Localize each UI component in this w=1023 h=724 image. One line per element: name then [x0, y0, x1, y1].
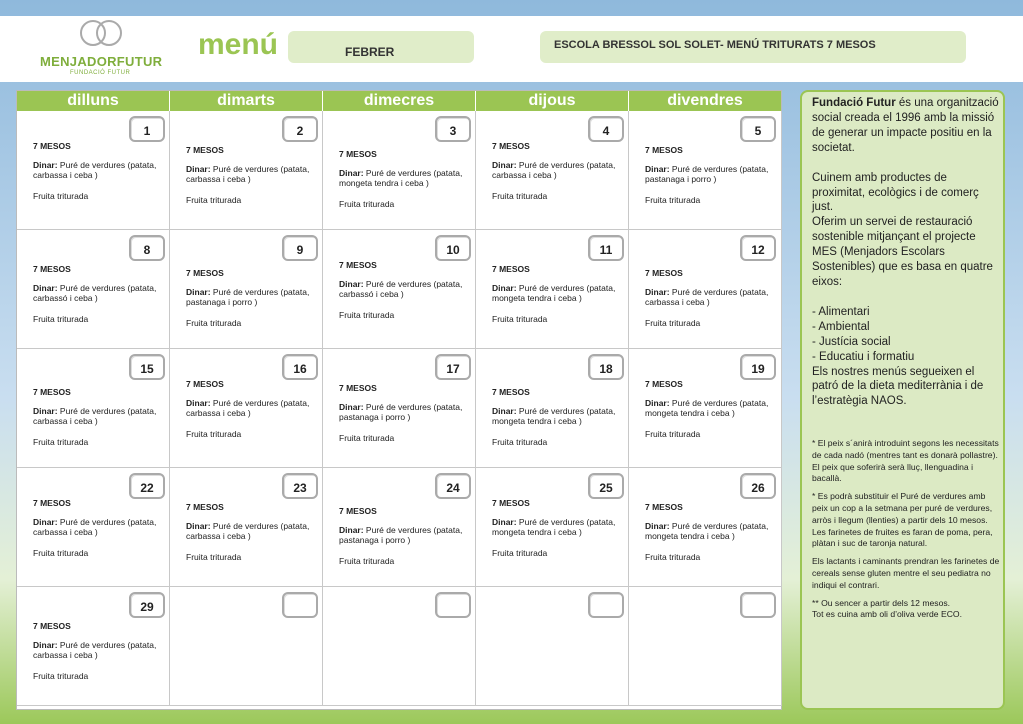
dessert-text: Fruita triturada [186, 428, 242, 439]
school-label: ESCOLA BRESSOL SOL SOLET- MENÚ TRITURATS 7 MESOS [554, 39, 876, 51]
menu-entry [33, 621, 173, 681]
day-header-tuesday: dimarts [170, 91, 322, 111]
day-cell [17, 230, 170, 349]
note-egg: ** Ou sencer a partir dels 12 mesos. [812, 597, 951, 608]
menu-entry [33, 498, 173, 558]
month-label: FEBRER [345, 45, 395, 59]
dish-text: Puré de verdures (patata, carbassa i ceba ) [492, 159, 616, 180]
dessert-text: Fruita triturada [645, 317, 701, 328]
axis-item: - Justícia social [812, 335, 891, 348]
dessert-text: Fruita triturada [33, 436, 89, 447]
dish-text: Puré de verdures (patata, mongeta tendra i ceba ) [492, 516, 616, 537]
day-number: 22 [129, 473, 165, 499]
meal-label: Dinar: [645, 163, 670, 174]
age-label: 7 MESOS [645, 268, 683, 278]
meal-label: Dinar: [339, 167, 364, 178]
dessert-text: Fruita triturada [186, 194, 242, 205]
menu-entry [645, 145, 785, 205]
service-paragraph: Oferim un servei de restauració sostenible mitjançant el projecte MES (Menjadors Escolars Sostenibles) que es basa en quatre eixos: [812, 216, 993, 288]
meal-label: Dinar: [33, 282, 58, 293]
dessert-text: Fruita triturada [186, 317, 242, 328]
dish-text: Puré de verdures (patata, carbassa i ceba ) [33, 405, 157, 426]
age-label: 7 MESOS [339, 149, 377, 159]
day-cell [17, 468, 170, 587]
menu-entry [33, 264, 173, 324]
age-label: 7 MESOS [33, 621, 71, 631]
day-cell [629, 230, 782, 349]
age-label: 7 MESOS [33, 264, 71, 274]
menu-entry [339, 506, 479, 566]
dish-text: Puré de verdures (patata, mongeta tendra i ceba ) [645, 397, 769, 418]
dessert-text: Fruita triturada [339, 555, 395, 566]
axis-item: - Alimentari [812, 305, 870, 318]
meal-label: Dinar: [492, 282, 517, 293]
dessert-text: Fruita triturada [492, 313, 548, 324]
sourcing-paragraph: Cuinem amb productes de proximitat, ecològics i de comerç just. [812, 171, 979, 214]
dish-text: Puré de verdures (patata, carbassa i ceba ) [33, 639, 157, 660]
age-label: 7 MESOS [339, 506, 377, 516]
day-number [435, 592, 471, 618]
age-label: 7 MESOS [186, 502, 224, 512]
axis-item: - Educatiu i formatiu [812, 350, 915, 363]
dish-text: Puré de verdures (patata, carbassó i ceba ) [339, 278, 463, 299]
dessert-text: Fruita triturada [645, 428, 701, 439]
day-cell [170, 468, 323, 587]
day-cell [476, 587, 629, 706]
meal-label: Dinar: [33, 405, 58, 416]
dessert-text: Fruita triturada [33, 313, 89, 324]
day-header-monday: dilluns [17, 91, 169, 111]
menu-entry [492, 141, 632, 201]
dessert-text: Fruita triturada [339, 198, 395, 209]
day-number: 2 [282, 116, 318, 142]
dish-text: Puré de verdures (patata, pastanaga i porro ) [339, 524, 463, 545]
day-number [740, 592, 776, 618]
info-main [812, 96, 1002, 409]
age-label: 7 MESOS [186, 379, 224, 389]
meal-label: Dinar: [339, 401, 364, 412]
menu-entry [33, 387, 173, 447]
day-cell [629, 587, 782, 706]
day-cell [323, 587, 476, 706]
day-header-wednesday: dimecres [323, 91, 475, 111]
day-number: 12 [740, 235, 776, 261]
age-label: 7 MESOS [492, 141, 530, 151]
day-cell [323, 111, 476, 230]
day-cell [629, 111, 782, 230]
note-fruit: Les farinetes de fruites es faran de poma, pera, plàtan i suc de taronja natural. [812, 526, 993, 549]
day-number: 19 [740, 354, 776, 380]
age-label: 7 MESOS [339, 383, 377, 393]
dish-text: Puré de verdures (patata, carbassa i ceba ) [645, 286, 769, 307]
day-cell [17, 587, 170, 706]
dish-text: Puré de verdures (patata, carbassa i ceba ) [186, 520, 310, 541]
meal-label: Dinar: [33, 639, 58, 650]
day-number: 26 [740, 473, 776, 499]
menu-entry [492, 387, 632, 447]
logo-name: MENJADORFUTUR [40, 54, 163, 69]
age-label: 7 MESOS [492, 498, 530, 508]
info-notes [812, 438, 1002, 627]
dish-text: Puré de verdures (patata, carbassa i ceba ) [186, 397, 310, 418]
menu-entry [339, 383, 479, 443]
day-cell [17, 349, 170, 468]
day-cell [170, 230, 323, 349]
day-number: 5 [740, 116, 776, 142]
meal-label: Dinar: [492, 516, 517, 527]
dessert-text: Fruita triturada [492, 190, 548, 201]
menu-entry [492, 498, 632, 558]
dessert-text: Fruita triturada [33, 547, 89, 558]
dessert-text: Fruita triturada [645, 551, 701, 562]
day-cell [323, 468, 476, 587]
dessert-text: Fruita triturada [186, 551, 242, 562]
menu-entry [33, 141, 173, 201]
menu-entry [339, 260, 479, 320]
menu-entry [339, 149, 479, 209]
dessert-text: Fruita triturada [33, 190, 89, 201]
day-header-thursday: dijous [476, 91, 628, 111]
age-label: 7 MESOS [33, 498, 71, 508]
age-label: 7 MESOS [645, 502, 683, 512]
day-number: 3 [435, 116, 471, 142]
day-number: 4 [588, 116, 624, 142]
menu-entry [645, 268, 785, 328]
day-cell [476, 111, 629, 230]
day-cell [629, 349, 782, 468]
day-number: 18 [588, 354, 624, 380]
meal-label: Dinar: [33, 516, 58, 527]
day-cell [476, 468, 629, 587]
age-label: 7 MESOS [492, 387, 530, 397]
menu-title: menú [198, 28, 279, 61]
age-label: 7 MESOS [339, 260, 377, 270]
age-label: 7 MESOS [492, 264, 530, 274]
meal-label: Dinar: [645, 520, 670, 531]
age-label: 7 MESOS [186, 268, 224, 278]
age-label: 7 MESOS [645, 145, 683, 155]
age-label: 7 MESOS [33, 387, 71, 397]
dessert-text: Fruita triturada [492, 547, 548, 558]
dish-text: Puré de verdures (patata, carbassa i ceba ) [186, 163, 310, 184]
day-number: 10 [435, 235, 471, 261]
age-label: 7 MESOS [33, 141, 71, 151]
day-cell [323, 349, 476, 468]
day-cell [476, 349, 629, 468]
note-fish: * El peix s´anirà introduint segons les necessitats de cada nadó (mentres tant es donarà pollastre). El peix que soferirà serà lluç, llenguadina i bacallà. [812, 438, 999, 484]
meal-label: Dinar: [339, 524, 364, 535]
day-number: 23 [282, 473, 318, 499]
day-number: 1 [129, 116, 165, 142]
diet-paragraph: Els nostres menús segueixen el patró de la dieta mediterrània i de l’estratègia NAOS. [812, 365, 984, 408]
meal-label: Dinar: [339, 278, 364, 289]
meal-label: Dinar: [186, 520, 211, 531]
logo-rings-icon [76, 18, 126, 48]
meal-label: Dinar: [645, 286, 670, 297]
dish-text: Puré de verdures (patata, mongeta tendra i ceba ) [645, 520, 769, 541]
day-number [282, 592, 318, 618]
dessert-text: Fruita triturada [339, 432, 395, 443]
day-header-friday: divendres [629, 91, 781, 111]
day-cell [170, 111, 323, 230]
day-number [588, 592, 624, 618]
age-label: 7 MESOS [645, 379, 683, 389]
note-cereals: Els lactants i caminants prendran les farinetes de cereals sense gluten mentre el seu pediatra no indiqui el contrari. [812, 556, 1000, 590]
dessert-text: Fruita triturada [339, 309, 395, 320]
day-number: 9 [282, 235, 318, 261]
meal-label: Dinar: [186, 397, 211, 408]
day-number: 16 [282, 354, 318, 380]
day-cell [17, 111, 170, 230]
dish-text: Puré de verdures (patata, pastanaga i porro ) [186, 286, 310, 307]
meal-label: Dinar: [33, 159, 58, 170]
dessert-text: Fruita triturada [33, 670, 89, 681]
meal-label: Dinar: [492, 405, 517, 416]
day-number: 15 [129, 354, 165, 380]
menu-entry [186, 379, 326, 439]
dish-text: Puré de verdures (patata, mongeta tendra i ceba ) [492, 282, 616, 303]
dish-text: Puré de verdures (patata, carbassa i ceba ) [33, 516, 157, 537]
menu-entry [645, 379, 785, 439]
day-number: 17 [435, 354, 471, 380]
dish-text: Puré de verdures (patata, mongeta tendra i ceba ) [339, 167, 463, 188]
menu-entry [186, 145, 326, 205]
day-cell [476, 230, 629, 349]
dish-text: Puré de verdures (patata, carbassa i ceba ) [33, 159, 157, 180]
day-cell [323, 230, 476, 349]
dish-text: Puré de verdures (patata, pastanaga i porro ) [339, 401, 463, 422]
logo [40, 18, 190, 78]
dish-text: Puré de verdures (patata, pastanaga i porro ) [645, 163, 769, 184]
meal-label: Dinar: [186, 286, 211, 297]
day-number: 24 [435, 473, 471, 499]
meal-label: Dinar: [645, 397, 670, 408]
day-number: 8 [129, 235, 165, 261]
logo-subtitle: FUNDACIÓ FUTUR [70, 70, 131, 76]
dish-text: Puré de verdures (patata, mongeta tendra i ceba ) [492, 405, 616, 426]
dish-text: Puré de verdures (patata, carbassó i ceba ) [33, 282, 157, 303]
day-number: 25 [588, 473, 624, 499]
day-cell [170, 587, 323, 706]
menu-entry [186, 268, 326, 328]
day-number: 11 [588, 235, 624, 261]
meal-label: Dinar: [492, 159, 517, 170]
menu-calendar [16, 90, 782, 710]
note-substitution: * Es podrà substituir el Puré de verdures amb peix un cop a la setmana per puré de verdures, arròs i llegum (llenties) a partir dels 10 mesos. [812, 491, 993, 525]
day-cell [629, 468, 782, 587]
menu-entry [492, 264, 632, 324]
day-cell [170, 349, 323, 468]
intro-paragraph: Fundació Futur és una organització social creada el 1996 amb la missió de generar un impacte positiu en la societat. [812, 97, 999, 154]
dessert-text: Fruita triturada [492, 436, 548, 447]
info-panel [800, 90, 1005, 710]
meal-label: Dinar: [186, 163, 211, 174]
axis-item: - Ambiental [812, 320, 870, 333]
note-oil: Tot es cuina amb oli d’oliva verde ECO. [812, 609, 962, 620]
age-label: 7 MESOS [186, 145, 224, 155]
day-number: 29 [129, 592, 165, 618]
menu-entry [645, 502, 785, 562]
dessert-text: Fruita triturada [645, 194, 701, 205]
menu-entry [186, 502, 326, 562]
